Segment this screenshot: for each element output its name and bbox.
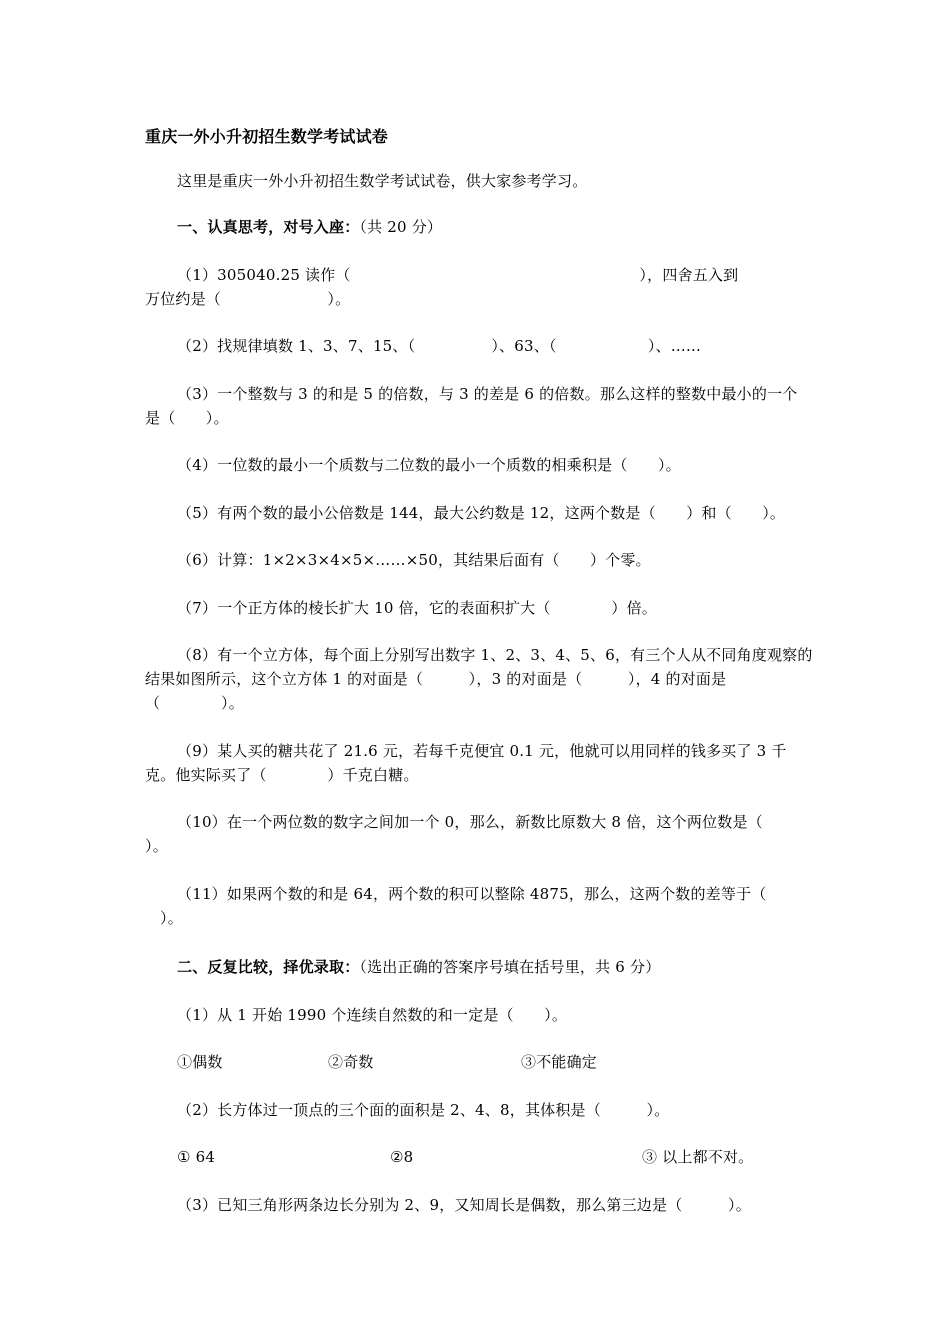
- question-8-line1: （8）有一个立方体，每个面上分别写出数字 1、2、3、4、5、6，有三个人从不同角度观察的: [177, 646, 813, 664]
- section2-q1-option-1: ①偶数: [177, 1053, 223, 1071]
- document-title: 重庆一外小升初招生数学考试试卷: [145, 127, 389, 146]
- question-3-line1: （3）一个整数与 3 的和是 5 的倍数，与 3 的差是 6 的倍数。那么这样的整数中最小的一个: [177, 385, 798, 403]
- question-1-line1: （1）305040.25 读作（ ），四舍五入到: [177, 266, 739, 284]
- section2-q2-option-2: ②8: [390, 1148, 414, 1166]
- question-7: （7）一个正方体的棱长扩大 10 倍，它的表面积扩大（ ）倍。: [177, 599, 657, 617]
- question-9-line2: 克。他实际买了（ ）千克白糖。: [145, 766, 419, 784]
- question-10-line2: ）。: [145, 837, 168, 855]
- question-8-line3: （ ）。: [145, 694, 244, 712]
- section2-question-3: （3）已知三角形两条边长分别为 2、9，又知周长是偶数，那么第三边是（ ）。: [177, 1196, 751, 1214]
- section1-score: （共 20 分）: [359, 218, 443, 236]
- section2-q2-option-3: ③ 以上都不对。: [642, 1148, 754, 1166]
- question-11-line2: ）。: [160, 909, 183, 927]
- intro-paragraph: 这里是重庆一外小升初招生数学考试试卷，供大家参考学习。: [177, 172, 588, 190]
- question-11-line1: （11）如果两个数的和是 64，两个数的积可以整除 4875，那么，这两个数的差等于（: [177, 885, 767, 903]
- question-6: （6）计算：1×2×3×4×5×……×50，其结果后面有（ ）个零。: [177, 551, 651, 569]
- question-2: （2）找规律填数 1、3、7、15、（ ）、63、（ ）、……: [177, 337, 702, 355]
- section2-score: （选出正确的答案序号填在括号里，共 6 分）: [359, 958, 661, 976]
- question-5: （5）有两个数的最小公倍数是 144，最大公约数是 12，这两个数是（ ）和（ ）。: [177, 504, 786, 522]
- section2-question-2: （2）长方体过一顶点的三个面的面积是 2、4、8，其体积是（ ）。: [177, 1101, 670, 1119]
- question-10-line1: （10）在一个两位数的数字之间加一个 0，那么，新数比原数大 8 倍，这个两位数是（: [177, 813, 763, 831]
- question-4: （4）一位数的最小一个质数与二位数的最小一个质数的相乘积是（ ）。: [177, 456, 681, 474]
- section1-header: [177, 217, 442, 237]
- question-8-line2: 结果如图所示，这个立方体 1 的对面是（ ），3 的对面是（ ），4 的对面是: [145, 670, 727, 688]
- section2-q1-option-3: ③不能确定: [521, 1053, 598, 1071]
- section2-question-1: （1）从 1 开始 1990 个连续自然数的和一定是（ ）。: [177, 1006, 568, 1024]
- section2-header: [177, 957, 660, 977]
- section2-q1-option-2: ②奇数: [328, 1053, 374, 1071]
- section1-heading: 一、认真思考，对号入座：: [177, 218, 360, 236]
- question-1-line2: 万位约是（ ）。: [145, 290, 351, 308]
- section2-heading: 二、反复比较，择优录取：: [177, 958, 360, 976]
- section2-q2-option-1: ① 64: [177, 1148, 216, 1166]
- question-9-line1: （9）某人买的糖共花了 21.6 元，若每千克便宜 0.1 元，他就可以用同样的钱多买了 3 千: [177, 742, 787, 760]
- question-3-line2: 是（ ）。: [145, 409, 229, 427]
